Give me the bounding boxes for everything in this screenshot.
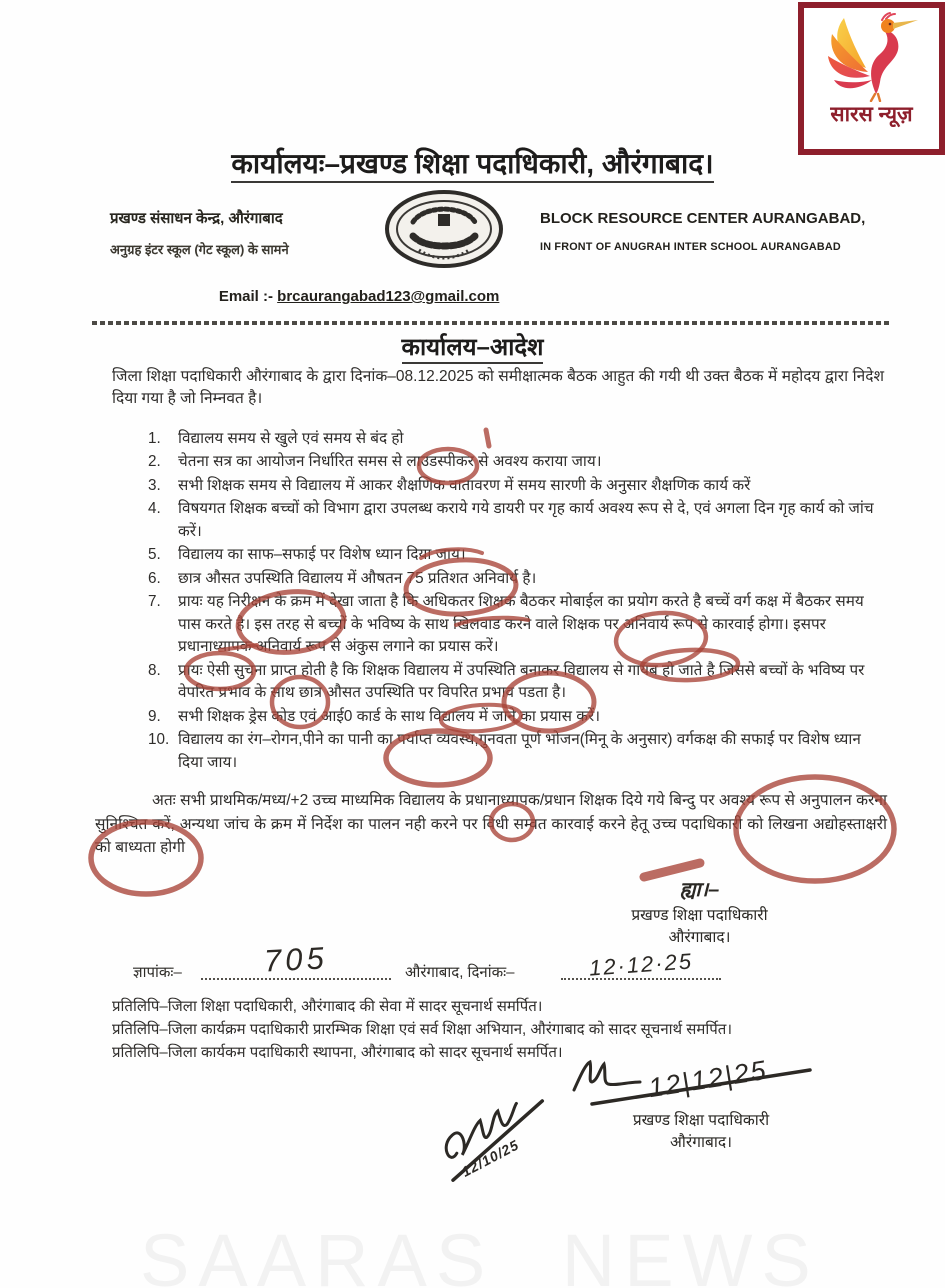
memo-number-line [133, 938, 733, 986]
closing-paragraph: अतः सभी प्राथमिक/मध्य/+2 उच्च माध्यमिक विद्यालय के प्रधानाध्यापक/प्रधान शिक्षक दिये गये बिन्दु पर अवश्य रूप से अनुपालन करना सुनिश्चित करें, अन्यथा जांच के क्रम में निर्देश का पालन नही करने पर विधी सम्वत कारवाई करने हेतू उच्च पदाधिकारी को लिखना अद्योहस्ताक्षरी को बाध्यता होगी [95, 792, 887, 857]
list-item: 7. प्रायः यह निरीक्षन के क्रम में देखा जाता है कि अधिकतर शिक्षक बैठकर मोबाईल का प्रयोग करते है बच्चें वर्ग कक्ष में बैठकर समय पास करते है। इस तरह से बच्चों के भविष्य के साथ खिलवाड करने वाले शिक्षक पर अनिवार्य रूप से कारवाई होगा। इसपर प्रधानाध्यापक अनिवार्य रूप से अंकुस लगाने का प्रयास करें। [148, 593, 864, 656]
email-address: brcaurangabad123@gmail.com [277, 288, 500, 305]
list-item: 4. विषयगत शिक्षक बच्चों को विभाग द्वारा उपलब्ध कराये गये डायरी पर गृह कार्य अवश्य रूप से दे, एवं अगला दिन गृह कार्य को जांच करें। [148, 500, 874, 540]
office-name-english: BLOCK RESOURCE CENTER AURANGABAD, [540, 210, 866, 227]
signature-squiggle-icon [423, 1067, 584, 1190]
saaras-news-watermark: SAARAS NEWS [140, 1219, 820, 1288]
directive-list [148, 428, 886, 775]
copy-line: प्रतिलिपि–जिला कार्यकम पदाधिकारी स्थापना, औरंगाबाद को सादर सूचनार्थ समर्पित। [112, 1043, 563, 1061]
handwritten-date: 12|12|25 [646, 1054, 770, 1104]
dashed-separator [92, 321, 892, 325]
list-item: 2. चेतना सत्र का आयोजन निर्धारित समस से लाउडस्पीकर से अवश्य कराया जाय। [148, 453, 602, 471]
phoenix-bird-icon [820, 10, 924, 102]
email-label: Email :- [218, 288, 273, 305]
office-landmark-hindi: अनुग्रह इंटर स्कूल (गेट स्कूल) के सामने [110, 242, 289, 257]
saaras-news-logo [798, 2, 945, 155]
logo-text: सारस न्यूज़ [830, 103, 913, 126]
page-title: कार्यालयः–प्रखण्ड शिक्षा पदाधिकारी, औरंगाबाद। [0, 144, 945, 182]
government-seal-icon [383, 188, 505, 270]
red-dash-annotation [644, 863, 700, 877]
handwritten-date: 12/10/25 [458, 1136, 522, 1180]
signatory-place: औरंगाबाद। [670, 1134, 732, 1152]
copy-line: प्रतिलिपि–जिला कार्यक्रम पदाधिकारी प्रारम्भिक शिक्षा एवं सर्व शिक्षा अभियान, औरंगाबाद को सादर सूचनार्थ समर्पित। [112, 1020, 733, 1038]
list-item: 5. विद्यालय का साफ–सफाई पर विशेष ध्यान दिया जाय। [148, 546, 466, 564]
handwritten-memo-number: 705 [263, 940, 329, 979]
list-item: 6. छात्र औसत उपस्थिति विद्यालय में औषतन 75 प्रतिशत अनिवार्य है। [148, 569, 537, 587]
signatory-place: औरंगाबाद। [668, 929, 731, 947]
signatory-designation: प्रखण्ड शिक्षा पदाधिकारी [631, 907, 768, 924]
place-date-label: औरंगाबाद, दिनांकः– [405, 964, 515, 981]
handwritten-memo-date: 12·12·25 [588, 948, 694, 981]
list-item: 8. प्रायः ऐसी सुचना प्राप्त होती है कि शिक्षक विद्यालय में उपस्थिति बनाकर विद्यालय से गायब हो जाते है जिससे बच्चों के भविष्य पर वेपरित प्रभाव के साथ छात्र औसत उपस्थिति पर विपरित प्रभाव पडता है। [148, 661, 865, 702]
list-item: 3. सभी शिक्षक समय से विद्यालय में आकर शैक्षणिक वातावरण में समय सारणी के अनुसार शैक्षणिक कार्य करें [148, 476, 751, 494]
list-item: 1. विद्यालय समय से खुले एवं समय से बंद हो [148, 430, 404, 447]
list-item: 9. सभी शिक्षक ड्रेस कोड एवं आई0 कार्ड के साथ विद्यालय में जाने का प्रयास करें। [148, 707, 601, 725]
email-line [0, 288, 718, 305]
signatory-designation: प्रखण्ड शिक्षा पदाधिकारी [632, 1112, 770, 1129]
list-item: 10. विद्यालय का रंग–रोगन,पीने का पानी का पर्याप्त व्यवस्थ,गुनवता पूर्ण भोजन(मिनू के अनुसार) वर्गकक्ष की सफाई पर विशेष ध्यान दिया जाय। [148, 731, 861, 771]
memo-label: ज्ञापांकः– [133, 964, 182, 981]
signatory-printed-block [596, 1110, 806, 1155]
memo-date-field [561, 948, 721, 981]
office-landmark-english: IN FRONT OF ANUGRAH INTER SCHOOL AURANGABAD [540, 241, 841, 253]
intro-paragraph: जिला शिक्षा पदाधिकारी औरंगाबाद के द्वारा दिनांक–08.12.2025 को समीक्षात्मक बैठक आहुत की गयी थी उक्त बैठक में महोदय द्वारा निदेश दिया गया है जो निम्नवत है। [112, 368, 884, 407]
header-right-address [540, 210, 890, 253]
copy-line: प्रतिलिपि–जिला शिक्षा पदाधिकारी, औरंगाबाद की सेवा में सादर सूचनार्थ समर्पित। [112, 998, 543, 1015]
handwritten-initials: ह्या।– [679, 879, 720, 901]
office-name-hindi: प्रखण्ड संसाधन केन्द्र, औरंगाबाद [110, 210, 283, 227]
memo-number-field [201, 942, 391, 980]
header-left-address [110, 208, 360, 258]
order-heading: कार्यालय–आदेश [0, 330, 945, 363]
